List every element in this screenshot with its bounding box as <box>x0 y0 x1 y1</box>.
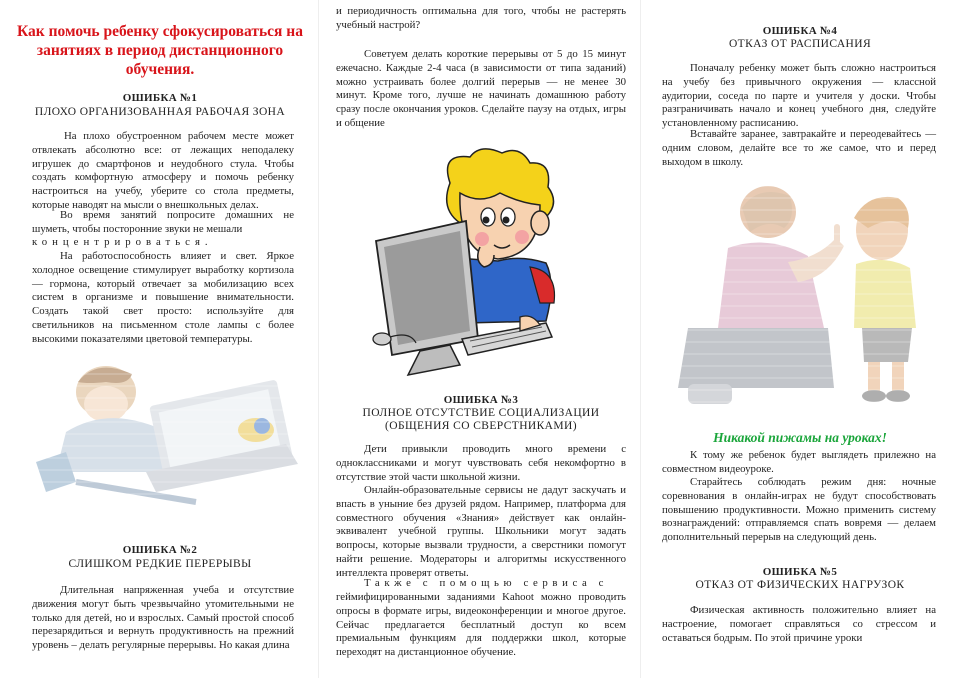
error-2-number: ОШИБКА №2 <box>122 544 198 556</box>
paragraph: геймифицированными заданиями Kahoot можно проводить опросы в формате игры, видеоконференции и многое другое. Сейчас предлагается бесплатный доступ ко всем премиальным функциям для поддержки школ, которые переходят на дистанционное обучение. <box>336 591 626 659</box>
error-3-title-line-1: ПОЛНОЕ ОТСУТСТВИЕ СОЦИАЛИЗАЦИИ <box>362 407 600 419</box>
mother-child-illustration <box>658 178 928 412</box>
error-3-number: ОШИБКА №3 <box>443 394 519 406</box>
error-4-title: ОТКАЗ ОТ РАСПИСАНИЯ <box>728 38 872 50</box>
paragraph-spaced: Также с помощью сервиса с <box>364 577 609 589</box>
paragraph: и периодичность оптимальна для того, чтобы не растерять учебный настрой? <box>336 5 626 31</box>
no-pajamas-slogan: Никакой пижамы на уроках! <box>713 430 887 445</box>
paragraph: Онлайн-образовательные сервисы не дадут заскучать и впасть в уныние без друзей рядом. Например, платформа для совместного обучения «Знания» действует как онлайн-эквивалент учебной группы. Школьники могут задать вопросы, которые вызвали трудности, а сверстники помогут найти решение. Модераторы и алгоритмы искусственного интеллекта проверят ответы. <box>336 484 626 579</box>
boy-computer-illustration <box>370 143 606 383</box>
paragraph: Во время занятий попросите домашних не шуметь, чтобы посторонние звуки не мешали <box>32 209 294 235</box>
error-4-number: ОШИБКА №4 <box>762 25 838 37</box>
error-2-title: СЛИШКОМ РЕДКИЕ ПЕРЕРЫВЫ <box>68 558 252 570</box>
paragraph: Длительная напряженная учеба и отсутствие движения могут быть чрезвычайно утомительными не только для детей, но и взрослых. Самый простой способ перезарядиться и вернуть продуктивность на прежний уровень – делать регулярные перерывы. Но какая длина <box>32 584 294 652</box>
column-right <box>640 0 960 678</box>
error-3-title-line-2: (ОБЩЕНИЯ СО СВЕРСТНИКАМИ) <box>385 420 577 432</box>
paragraph: Советуем делать короткие перерывы от 5 до 15 минут ежечасно. Каждые 2-4 часа (в зависимости от типа заданий) можно устраивать более долгий перерыв — не менее 30 минут. Кроме того, лучше не начинать домашнюю работу сразу после окончания уроков. Сделайте паузу на отдых, игры и общение <box>336 48 626 129</box>
error-1-title: ПЛОХО ОРГАНИЗОВАННАЯ РАБОЧАЯ ЗОНА <box>34 106 286 118</box>
paragraph: На плохо обустроенном рабочем месте может отвлекать абсолютно все: от лежащих неподалеку игрушек до смартфонов и неудобного стула. Чтобы создать комфортную атмосферу и помочь ребенку настроиться на учебу, уберите со стола предметы, которые наводят на мысли о внешкольных делах. <box>32 130 294 211</box>
error-5-title: ОТКАЗ ОТ ФИЗИЧЕСКИХ НАГРУЗОК <box>695 579 905 591</box>
paragraph: Вставайте заранее, завтракайте и переодевайтесь — одним словом, делайте все то же самое, что и перед выходом в школу. <box>662 128 936 168</box>
paragraph-spaced: концентрироваться. <box>32 236 213 248</box>
page-title: Как помочь ребенку сфокусироваться на занятиях в период дистанционного обучения. <box>17 23 303 78</box>
paragraph: Старайтесь соблюдать режим дня: ночные соревнования в онлайн-играх не будут способствовать повышению продуктивности. Можно применить систему вознаграждений: отправляемся спать вовремя — делаем дополнительный перерыв на следующий день. <box>662 476 936 544</box>
paragraph: К тому же ребенок будет выглядеть прилежно на совместном видеоуроке. <box>662 449 936 475</box>
paragraph: Поначалу ребенку может быть сложно настроиться на учебу без привычного окружения — классной аудитории, соседа по парте и учителя у доски. Чтобы разграничивать начало и конец учебного дня, следуйте установленному расписанию. <box>662 62 936 130</box>
paragraph: Физическая активность положительно влияет на настроение, помогает справляться со стрессом и оставаться бодрым. По этой причине уроки <box>662 604 936 644</box>
column-middle <box>318 0 640 678</box>
column-left <box>0 0 318 678</box>
error-1-number: ОШИБКА №1 <box>122 92 198 104</box>
paragraph: Дети привыкли проводить много времени с одноклассниками и могут чувствовать себя некомфортно в отсутствие этой части школьной жизни. <box>336 443 626 483</box>
error-5-number: ОШИБКА №5 <box>762 566 838 578</box>
paragraph: На работоспособность влияет и свет. Яркое холодное освещение стимулирует выработку кортизола — гормона, который отвечает за мобилизацию всех систем в организме и повышение внимательности. Создать такой свет просто: используйте для светильников на письменном столе лампы с более высокими показателями цветовой температуры. <box>32 250 294 345</box>
boy-laptop-illustration <box>36 352 304 512</box>
